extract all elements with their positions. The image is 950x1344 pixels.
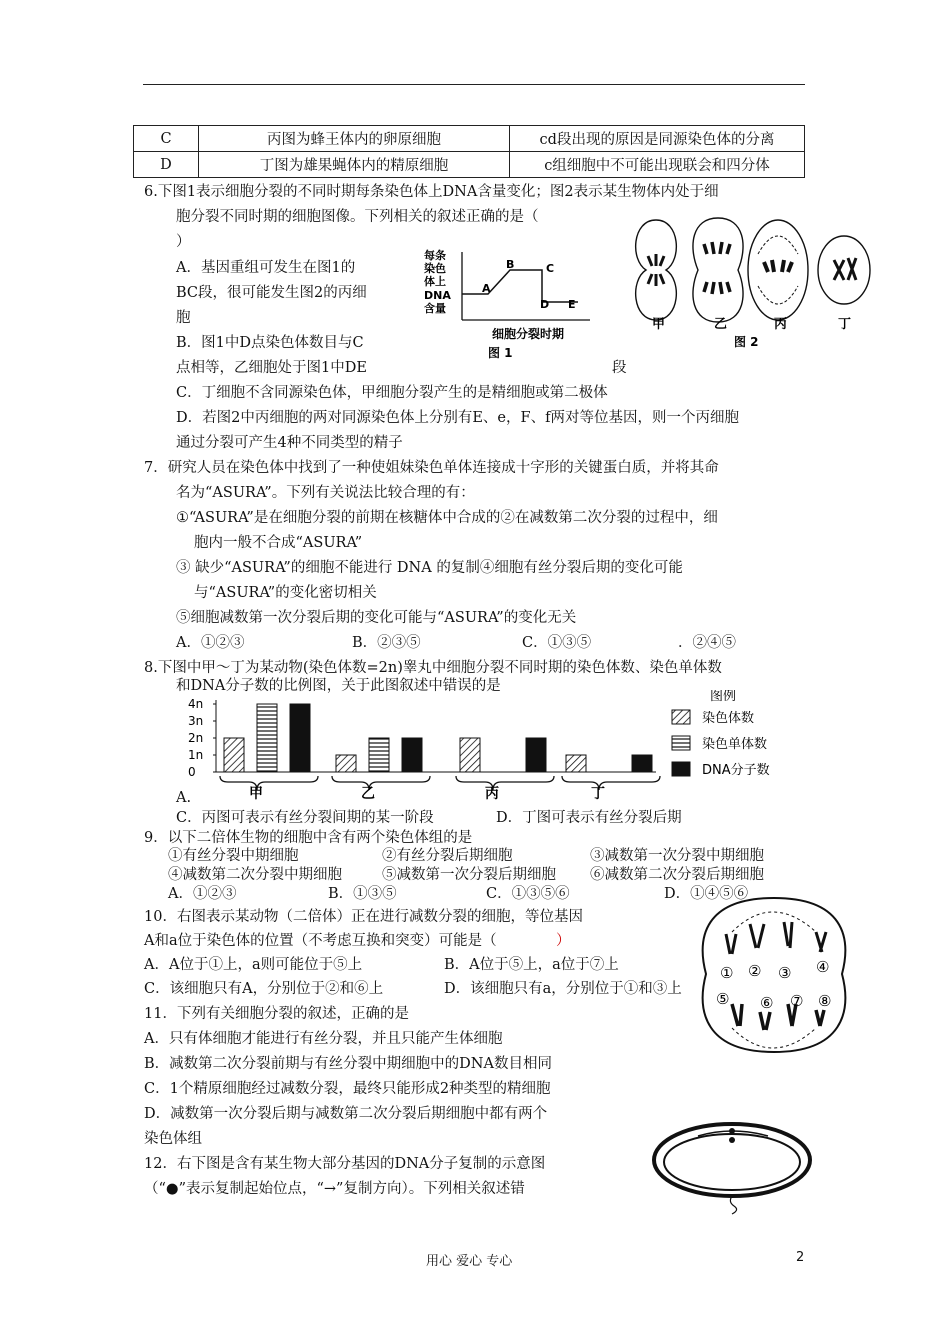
position-label: ③ [778, 964, 792, 982]
dna-replication-figure [648, 1110, 818, 1220]
position-label: ② [748, 962, 762, 980]
q6-option-a: A．基因重组可发生在图1的 [176, 260, 356, 276]
q11-option-d: D．减数第一次分裂后期与减数第二次分裂后期细胞中都有两个 [144, 1106, 548, 1122]
legend-swatch [672, 736, 690, 750]
q10-stem: 10．右图表示某动物（二倍体）正在进行减数分裂的细胞，等位基因 [144, 909, 583, 925]
category-brace [456, 776, 554, 790]
bar-2-2 [526, 738, 546, 772]
cell-bing [748, 220, 808, 320]
q8-option-d: D．丁图可表示有丝分裂后期 [496, 810, 682, 826]
q9-stem: 9．以下二倍体生物的细胞中含有两个染色体组的是 [144, 830, 473, 846]
bar-0-0 [224, 738, 244, 772]
fig1-point-label: D [540, 298, 550, 311]
fig1-ylabel: 含量 [424, 302, 446, 315]
cell-yi [693, 218, 743, 322]
fig2-label: 乙 [714, 317, 728, 332]
position-label: ① [720, 964, 734, 982]
q6-stem: 胞分裂不同时期的细胞图像。下列相关的叙述正确的是（ [176, 209, 539, 225]
q12-stem: （“●”表示复制起始位点，“→”复制方向）。下列相关叙述错 [144, 1181, 525, 1197]
fig1-curve [462, 270, 578, 302]
y-tick-label: 3n [188, 714, 204, 728]
category-label: 甲 [249, 786, 263, 800]
q7-option-c: C．①③⑤ [522, 635, 592, 651]
bar-0-1 [257, 704, 277, 772]
table-cell: 丙图为蜂王体内的卵原细胞 [199, 126, 510, 152]
q10-cell-figure [692, 892, 856, 1058]
options-table [133, 125, 805, 178]
table-cell: C [134, 126, 199, 152]
fig1-point-label: C [546, 262, 555, 275]
fig2-caption: 图 2 [734, 335, 759, 349]
q11-option-c: C．1个精原细胞经过减数分裂，最终只能形成2种类型的精细胞 [144, 1081, 551, 1097]
bar-chart [186, 690, 806, 800]
category-brace [332, 776, 430, 790]
y-tick-label: 0 [188, 765, 196, 779]
legend-swatch [672, 710, 690, 724]
category-brace [220, 776, 318, 790]
table-cell: 丁图为雄果蝇体内的精原细胞 [199, 152, 510, 178]
position-label: ⑦ [790, 992, 804, 1010]
fig1-point-label: B [506, 258, 515, 271]
q10-option-b: B．A位于⑤上，a位于⑦上 [444, 957, 619, 973]
fig2-label: 甲 [652, 317, 666, 332]
q7-stem: 名为“ASURA”。下列有关说法比较合理的有： [176, 485, 475, 501]
q9-item: ②有丝分裂后期细胞 [382, 848, 513, 864]
y-tick-label: 4n [188, 697, 204, 711]
q8-option-a: A. [176, 790, 192, 806]
legend-label: 染色单体数 [702, 737, 768, 752]
q11-option-a: A．只有体细胞才能进行有丝分裂，并且只能产生体细胞 [144, 1031, 503, 1047]
q6-stem: 6.下图1表示细胞分裂的不同时期每条染色体上DNA含量变化；图2表示某生物体内处于细 [144, 184, 719, 200]
table-row [134, 126, 805, 152]
q6-option-a: 胞 [176, 310, 191, 326]
q7-statement: 胞内一般不合成“ASURA” [194, 535, 363, 551]
q11-stem: 11．下列有关细胞分裂的叙述，正确的是 [144, 1006, 409, 1022]
q9-option: A．①②③ [168, 886, 237, 902]
q10-stem: ） [556, 933, 571, 949]
position-label: ⑥ [760, 994, 774, 1012]
legend-swatch [672, 762, 690, 776]
bar-0-2 [290, 704, 310, 772]
legend-title: 图例 [710, 690, 737, 704]
q10-option-c: C．该细胞只有A，分别位于②和⑥上 [144, 981, 384, 997]
cell-ding [818, 236, 870, 304]
bar-3-2 [632, 755, 652, 772]
fig1-xlabel: 细胞分裂时期 [492, 327, 565, 341]
position-label: ⑤ [716, 990, 730, 1008]
bar-1-1 [369, 738, 389, 772]
q8-stem: 和DNA分子数的比例图，关于此图叙述中错误的是 [176, 678, 501, 694]
q6-option-d: 通过分裂可产生4种不同类型的精子 [176, 435, 403, 451]
q7-option-b: B．②③⑤ [352, 635, 421, 651]
q6-option-d: D．若图2中丙细胞的两对同源染色体上分别有E、e，F、f两对等位基因，则一个丙细胞 [176, 410, 739, 426]
y-axis-ticks [188, 697, 216, 779]
q10-option-a: A．A位于①上，a则可能位于⑤上 [144, 957, 363, 973]
table-cell: D [134, 152, 199, 178]
bar-3-0 [566, 755, 586, 772]
q7-statement: ⑤细胞减数第一次分裂后期的变化可能与“ASURA”的变化无关 [176, 610, 577, 626]
category-label: 乙 [361, 786, 375, 800]
fig1-point-label: E [568, 298, 576, 311]
cell-jia [636, 220, 677, 320]
fig2-label: 丁 [838, 317, 852, 332]
q9-item: ⑥减数第二次分裂后期细胞 [590, 867, 764, 883]
category-label: 丙 [485, 786, 499, 800]
legend-label: DNA分子数 [702, 763, 770, 778]
q7-statement: ③ 缺少“ASURA”的细胞不能进行 DNA 的复制④细胞有丝分裂后期的变化可能 [176, 560, 683, 576]
q7-statement: ①“ASURA”是在细胞分裂的前期在核糖体中合成的②在减数第二次分裂的过程中，细 [176, 510, 718, 526]
q11-option-d: 染色体组 [144, 1131, 202, 1147]
legend-label: 染色体数 [702, 711, 755, 726]
q9-option: C．①③⑤⑥ [486, 886, 570, 902]
q12-stem: 12．右下图是含有某生物大部分基因的DNA分子复制的示意图 [144, 1156, 546, 1172]
page-number: 2 [796, 1250, 805, 1265]
q6-option-b: 点相等，乙细胞处于图1中DE [176, 360, 367, 376]
q7-option-d: ．②④⑤ [678, 635, 736, 651]
category-brace [562, 776, 660, 790]
q9-option: D．①④⑤⑥ [664, 886, 749, 902]
q7-stem: 7．研究人员在染色体中找到了一种使姐妹染色单体连接成十字形的关键蛋白质，并将其命 [144, 460, 719, 476]
y-tick-label: 1n [188, 748, 204, 762]
q6-option-b: B．图1中D点染色体数目与C [176, 335, 364, 351]
q10-option-d: D．该细胞只有a，分别位于①和③上 [444, 981, 682, 997]
q11-option-b: B．减数第二次分裂前期与有丝分裂中期细胞中的DNA数目相同 [144, 1056, 552, 1072]
figure-1 [418, 244, 598, 364]
q7-statement: 与“ASURA”的变化密切相关 [194, 585, 377, 601]
legend [672, 710, 770, 778]
q6-option-b: 段 [612, 360, 627, 376]
bar-1-0 [336, 755, 356, 772]
fig1-caption: 图 1 [488, 346, 513, 360]
q9-item: ③减数第一次分裂中期细胞 [590, 848, 764, 864]
q6-stem: ） [176, 234, 191, 250]
q6-option-c: C．丁细胞不含同源染色体，甲细胞分裂产生的是精细胞或第二极体 [176, 385, 608, 401]
y-tick-label: 2n [188, 731, 204, 745]
table-row [134, 152, 805, 178]
fig1-ylabel: 体上 [424, 275, 446, 288]
table-cell: c组细胞中不可能出现联会和四分体 [510, 152, 805, 178]
q6-option-a: BC段，很可能发生图2的丙细 [176, 285, 367, 301]
category-label: 丁 [591, 786, 605, 800]
fig1-ylabel: 每条 [424, 249, 446, 262]
q8-stem: 8.下图中甲～丁为某动物(染色体数=2n)睾丸中细胞分裂不同时期的染色体数、染色单体数 [144, 660, 722, 676]
bar-2-0 [460, 738, 480, 772]
position-label: ④ [816, 958, 830, 976]
q9-item: ④减数第二次分裂中期细胞 [168, 867, 342, 883]
q9-item: ⑤减数第一次分裂后期细胞 [382, 867, 556, 883]
category-labels [220, 776, 660, 800]
position-label: ⑧ [818, 992, 832, 1010]
q9-option: B．①③⑤ [328, 886, 397, 902]
fig2-label: 丙 [774, 317, 788, 332]
fig1-point-label: A [482, 282, 491, 295]
q8-option-c: C．丙图可表示有丝分裂间期的某一阶段 [176, 810, 434, 826]
q9-item: ①有丝分裂中期细胞 [168, 848, 299, 864]
q7-option-a: A．①②③ [176, 635, 245, 651]
fig1-ylabel: 染色 [424, 262, 446, 275]
bar-1-2 [402, 738, 422, 772]
header-rule [143, 84, 805, 85]
q10-stem: A和a位于染色体的位置（不考虑互换和突变）可能是（ [144, 933, 497, 949]
fig1-ylabel: DNA [424, 289, 451, 302]
bars [224, 704, 652, 772]
table-cell: cd段出现的原因是同源染色体的分离 [510, 126, 805, 152]
page-footer: 用心 爱心 专心 [426, 1254, 513, 1269]
figure-2 [618, 214, 880, 356]
